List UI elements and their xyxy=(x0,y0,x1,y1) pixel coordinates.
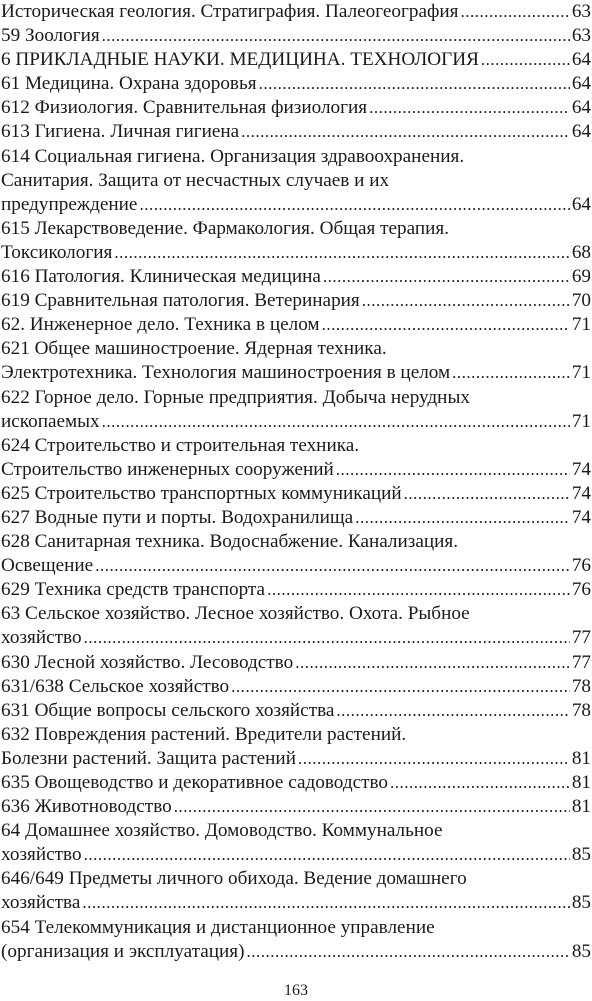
toc-line xyxy=(1,193,591,217)
dot-leader xyxy=(247,940,570,964)
toc-line xyxy=(1,337,591,361)
toc-entry-text: 612 Физиология. Сравнительная физиология xyxy=(1,97,368,119)
toc-entry-text: Токсикология xyxy=(1,241,113,263)
toc-line xyxy=(1,434,591,458)
dot-leader xyxy=(390,771,570,795)
toc-page-number: 64 xyxy=(571,49,591,71)
toc-page-number: 69 xyxy=(571,266,591,288)
toc-line xyxy=(1,940,591,964)
toc-entry-text: Санитария. Защита от несчастных случаев и их xyxy=(1,169,390,191)
toc-entry-text: 616 Патология. Клиническая медицина xyxy=(1,266,321,288)
dot-leader xyxy=(452,361,570,385)
toc-line xyxy=(1,916,591,940)
toc-line xyxy=(1,120,591,144)
dot-leader xyxy=(355,506,570,530)
dot-leader xyxy=(231,675,570,699)
toc-line xyxy=(1,217,591,241)
dot-leader xyxy=(295,651,570,675)
toc-entry-text: 614 Социальная гигиена. Организация здравоохранения. xyxy=(1,145,465,167)
toc-line xyxy=(1,410,591,434)
toc-page-number: 85 xyxy=(571,892,591,914)
toc-entry-text: Освещение xyxy=(1,555,94,577)
dot-leader xyxy=(481,48,570,72)
toc-entry-text: 630 Лесной хозяйство. Лесоводство xyxy=(1,651,294,673)
toc-entry-text: Болезни растений. Защита растений xyxy=(1,747,296,769)
toc-entry-text: 627 Водные пути и порты. Водохранилища xyxy=(1,506,354,528)
toc-line xyxy=(1,96,591,120)
toc-line xyxy=(1,867,591,891)
toc-page-number: 63 xyxy=(571,25,591,47)
toc-line xyxy=(1,386,591,410)
toc-line xyxy=(1,843,591,867)
toc-line xyxy=(1,891,591,915)
toc-line xyxy=(1,651,591,675)
toc-line xyxy=(1,265,591,289)
toc-page-number: 78 xyxy=(571,675,591,697)
toc-line xyxy=(1,747,591,771)
toc-entry-text: (организация и эксплуатация) xyxy=(1,940,245,962)
toc-entry-text: Строительство инженерных сооружений xyxy=(1,458,334,480)
toc-line xyxy=(1,289,591,313)
toc-page-number: 74 xyxy=(571,506,591,528)
dot-leader xyxy=(404,482,570,506)
toc-entry-text: 59 Зоология xyxy=(1,25,100,47)
toc-entry-text: Электротехника. Технология машиностроения в целом xyxy=(1,362,451,384)
toc-entry-text: 636 Животноводство xyxy=(1,796,172,818)
toc-line xyxy=(1,0,591,24)
toc-line xyxy=(1,241,591,265)
toc-line xyxy=(1,313,591,337)
toc-page-number: 71 xyxy=(571,362,591,384)
toc-line xyxy=(1,602,591,626)
dot-leader xyxy=(298,747,570,771)
toc-entry-text: 615 Лекарствоведение. Фармакология. Общая терапия. xyxy=(1,217,450,239)
toc-page-number: 74 xyxy=(571,458,591,480)
toc-line xyxy=(1,626,591,650)
dot-leader xyxy=(369,96,570,120)
toc-line xyxy=(1,145,591,169)
toc-page-number: 81 xyxy=(571,747,591,769)
toc-entry-text: Историческая геология. Стратиграфия. Палеогеография xyxy=(1,1,459,22)
toc-page-number: 71 xyxy=(571,410,591,432)
toc-entry-text: 631 Общие вопросы сельского хозяйства xyxy=(1,699,335,721)
dot-leader xyxy=(259,72,570,96)
toc-line xyxy=(1,699,591,723)
toc-entry-text: хозяйства xyxy=(1,892,81,914)
toc-entry-text: 613 Гигиена. Личная гигиена xyxy=(1,121,240,143)
toc-entry-text: 632 Повреждения растений. Вредители растений. xyxy=(1,723,407,745)
toc-page-number: 74 xyxy=(571,482,591,504)
toc-entry-text: 62. Инженерное дело. Техника в целом xyxy=(1,314,320,336)
dot-leader xyxy=(84,843,570,867)
toc-entry-text: 61 Медицина. Охрана здоровья xyxy=(1,73,257,95)
toc-entry-text: 64 Домашнее хозяйство. Домоводство. Коммунальное xyxy=(1,820,443,842)
toc-entry-text: 6 ПРИКЛАДНЫЕ НАУКИ. МЕДИЦИНА. ТЕХНОЛОГИЯ xyxy=(1,49,479,71)
toc-line xyxy=(1,482,591,506)
toc-entry-text: 628 Санитарная техника. Водоснабжение. Канализация. xyxy=(1,531,459,553)
toc-line xyxy=(1,554,591,578)
toc-line xyxy=(1,819,591,843)
toc-entry-text: 63 Сельское хозяйство. Лесное хозяйство. Охота. Рыбное xyxy=(1,603,470,625)
toc-entry-text: предупреждение xyxy=(1,193,138,215)
toc-entry-text: ископаемых xyxy=(1,410,100,432)
dot-leader xyxy=(336,458,570,482)
toc-line xyxy=(1,48,591,72)
dot-leader xyxy=(102,24,570,48)
toc-entry-text: 629 Техника средств транспорта xyxy=(1,579,266,601)
toc-line xyxy=(1,72,591,96)
dot-leader xyxy=(241,120,570,144)
toc-line xyxy=(1,578,591,602)
toc-page-number: 68 xyxy=(571,241,591,263)
dot-leader xyxy=(114,241,569,265)
toc-page-number: 71 xyxy=(571,314,591,336)
toc-line xyxy=(1,24,591,48)
toc-page-number: 77 xyxy=(571,651,591,673)
toc-line xyxy=(1,361,591,385)
dot-leader xyxy=(336,699,569,723)
toc-page-number: 81 xyxy=(571,796,591,818)
dot-leader xyxy=(102,410,570,434)
toc-entry-text: 654 Телекоммуникация и дистанционное управление xyxy=(1,916,435,938)
toc-page-number: 85 xyxy=(571,844,591,866)
toc-line xyxy=(1,530,591,554)
dot-leader xyxy=(82,891,569,915)
toc-page-number: 64 xyxy=(571,97,591,119)
toc-entry-text: 619 Сравнительная патология. Ветеринария xyxy=(1,290,360,312)
toc-line xyxy=(1,771,591,795)
table-of-contents xyxy=(1,0,591,964)
dot-leader xyxy=(139,193,569,217)
toc-page-number: 85 xyxy=(571,940,591,962)
dot-leader xyxy=(322,313,570,337)
toc-entry-text: 631/638 Сельское хозяйство xyxy=(1,675,230,697)
toc-entry-text: 621 Общее машиностроение. Ядерная техника. xyxy=(1,338,387,360)
toc-page-number: 76 xyxy=(571,579,591,601)
toc-page-number: 64 xyxy=(571,73,591,95)
toc-page-number: 78 xyxy=(571,699,591,721)
toc-line xyxy=(1,723,591,747)
toc-page-number: 81 xyxy=(571,772,591,793)
toc-page-number: 64 xyxy=(571,121,591,143)
dot-leader xyxy=(362,289,570,313)
dot-leader xyxy=(174,795,570,819)
dot-leader xyxy=(323,265,570,289)
dot-leader xyxy=(267,578,570,602)
toc-entry-text: хозяйство xyxy=(1,627,82,649)
toc-entry-text: 625 Строительство транспортных коммуникаций xyxy=(1,482,402,504)
toc-entry-text: 635 Овощеводство и декоративное садоводство xyxy=(1,772,388,793)
toc-line xyxy=(1,795,591,819)
dot-leader xyxy=(84,626,570,650)
dot-leader xyxy=(95,554,570,578)
toc-entry-text: хозяйство xyxy=(1,844,82,866)
toc-line xyxy=(1,675,591,699)
toc-line xyxy=(1,169,591,193)
toc-page-number: 70 xyxy=(571,290,591,312)
toc-line xyxy=(1,506,591,530)
toc-entry-text: 624 Строительство и строительная техника. xyxy=(1,434,360,456)
toc-entry-text: 646/649 Предметы личного обихода. Ведение домашнего xyxy=(1,868,467,890)
toc-page-number: 77 xyxy=(571,627,591,649)
toc-line xyxy=(1,458,591,482)
dot-leader xyxy=(460,0,569,24)
toc-page-number: 64 xyxy=(571,193,591,215)
toc-page-number: 76 xyxy=(571,555,591,577)
page-number: 163 xyxy=(284,982,308,999)
toc-page-number: 63 xyxy=(571,1,591,22)
toc-entry-text: 622 Горное дело. Горные предприятия. Добыча нерудных xyxy=(1,386,470,408)
